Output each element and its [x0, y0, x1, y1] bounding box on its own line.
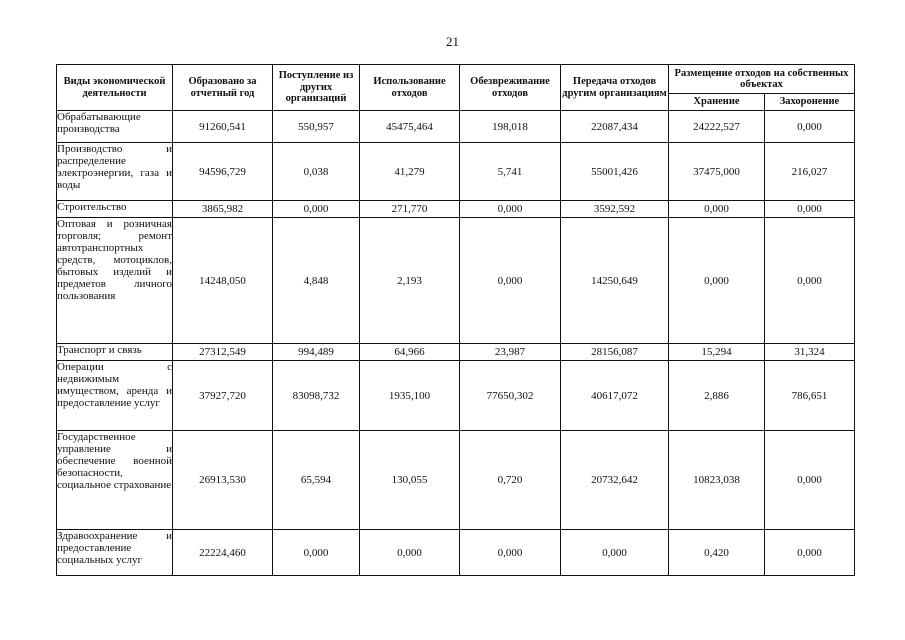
activity-cell: Транспорт и связь	[57, 344, 173, 361]
transferred-cell: 22087,434	[561, 111, 669, 143]
header-burial: Захоронение	[765, 94, 855, 111]
used-cell: 130,055	[360, 431, 460, 530]
storage-cell: 10823,038	[669, 431, 765, 530]
burial-cell: 0,000	[765, 530, 855, 576]
activity-cell: Здравоохранение и предоставление социальных услуг	[57, 530, 173, 576]
received-cell: 83098,732	[273, 361, 360, 431]
transferred-cell: 55001,426	[561, 143, 669, 201]
header-used: Использование отходов	[360, 65, 460, 111]
neutralized-cell: 0,000	[460, 530, 561, 576]
activity-cell: Производство и распределение электроэнергии, газа и воды	[57, 143, 173, 201]
formed-cell: 94596,729	[173, 143, 273, 201]
formed-cell: 26913,530	[173, 431, 273, 530]
activity-cell: Обрабатывающие производства	[57, 111, 173, 143]
header-placement-group: Размещение отходов на собственных объектах	[669, 65, 855, 94]
burial-cell: 786,651	[765, 361, 855, 431]
storage-cell: 24222,527	[669, 111, 765, 143]
storage-cell: 0,420	[669, 530, 765, 576]
formed-cell: 22224,460	[173, 530, 273, 576]
header-received: Поступление из других организаций	[273, 65, 360, 111]
neutralized-cell: 0,000	[460, 218, 561, 344]
header-transferred: Передача отходов другим организациям	[561, 65, 669, 111]
table-row	[57, 344, 855, 361]
neutralized-cell: 0,720	[460, 431, 561, 530]
neutralized-cell: 0,000	[460, 201, 561, 218]
header-formed: Образовано за отчетный год	[173, 65, 273, 111]
burial-cell: 31,324	[765, 344, 855, 361]
burial-cell: 216,027	[765, 143, 855, 201]
received-cell: 550,957	[273, 111, 360, 143]
activity-cell: Государственное управление и обеспечение военной безопасности, социальное страхование	[57, 431, 173, 530]
header-activity: Виды экономической деятельности	[57, 65, 173, 111]
activity-cell: Строительство	[57, 201, 173, 218]
burial-cell: 0,000	[765, 431, 855, 530]
used-cell: 2,193	[360, 218, 460, 344]
used-cell: 45475,464	[360, 111, 460, 143]
neutralized-cell: 198,018	[460, 111, 561, 143]
received-cell: 0,038	[273, 143, 360, 201]
used-cell: 64,966	[360, 344, 460, 361]
transferred-cell: 14250,649	[561, 218, 669, 344]
page-number: 21	[446, 34, 459, 49]
formed-cell: 37927,720	[173, 361, 273, 431]
neutralized-cell: 77650,302	[460, 361, 561, 431]
table-row	[57, 143, 855, 201]
transferred-cell: 28156,087	[561, 344, 669, 361]
received-cell: 0,000	[273, 530, 360, 576]
storage-cell: 2,886	[669, 361, 765, 431]
table-row	[57, 201, 855, 218]
transferred-cell: 0,000	[561, 530, 669, 576]
burial-cell: 0,000	[765, 111, 855, 143]
transferred-cell: 20732,642	[561, 431, 669, 530]
table-row	[57, 431, 855, 530]
formed-cell: 14248,050	[173, 218, 273, 344]
storage-cell: 37475,000	[669, 143, 765, 201]
used-cell: 271,770	[360, 201, 460, 218]
transferred-cell: 40617,072	[561, 361, 669, 431]
received-cell: 0,000	[273, 201, 360, 218]
used-cell: 41,279	[360, 143, 460, 201]
received-cell: 4,848	[273, 218, 360, 344]
table-row	[57, 218, 855, 344]
used-cell: 1935,100	[360, 361, 460, 431]
activity-cell: Операции с недвижимым имуществом, аренда и предоставление услуг	[57, 361, 173, 431]
header-storage: Хранение	[669, 94, 765, 111]
burial-cell: 0,000	[765, 201, 855, 218]
formed-cell: 27312,549	[173, 344, 273, 361]
activity-cell: Оптовая и розничная торговля; ремонт автотранспортных средств, мотоциклов, бытовых изделий и предметов личного пользования	[57, 218, 173, 344]
neutralized-cell: 23,987	[460, 344, 561, 361]
formed-cell: 3865,982	[173, 201, 273, 218]
table-row	[57, 111, 855, 143]
waste-table	[56, 64, 855, 576]
storage-cell: 0,000	[669, 218, 765, 344]
burial-cell: 0,000	[765, 218, 855, 344]
received-cell: 65,594	[273, 431, 360, 530]
received-cell: 994,489	[273, 344, 360, 361]
header-neutralized: Обезвреживание отходов	[460, 65, 561, 111]
table-row	[57, 361, 855, 431]
neutralized-cell: 5,741	[460, 143, 561, 201]
storage-cell: 0,000	[669, 201, 765, 218]
used-cell: 0,000	[360, 530, 460, 576]
storage-cell: 15,294	[669, 344, 765, 361]
formed-cell: 91260,541	[173, 111, 273, 143]
table-row	[57, 530, 855, 576]
transferred-cell: 3592,592	[561, 201, 669, 218]
